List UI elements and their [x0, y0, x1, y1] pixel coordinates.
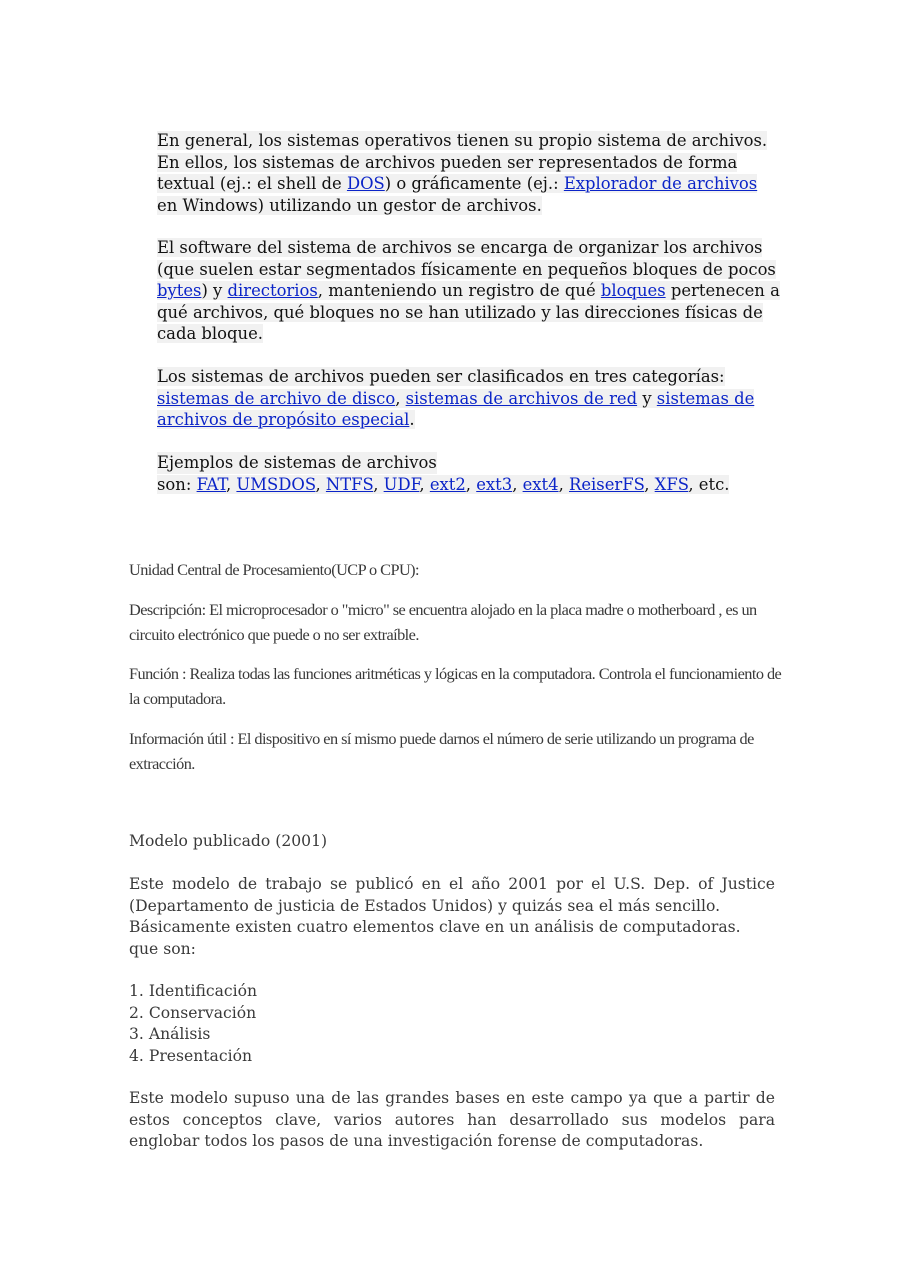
- text-run: , manteniendo un registro de qué: [317, 281, 601, 300]
- separator: ,: [373, 474, 384, 494]
- link-ext4[interactable]: ext4: [522, 474, 559, 494]
- fs-paragraph-2: [157, 237, 782, 345]
- link-dos[interactable]: DOS: [346, 174, 385, 193]
- link-bytes[interactable]: bytes: [157, 281, 202, 300]
- cpu-function: Función : Realiza todas las funciones aritméticas y lógicas en la computadora. Controla el funcionamiento de la computadora.: [129, 664, 782, 708]
- text-run: en Windows) utilizando un gestor de archivos.: [157, 195, 542, 215]
- link-sistemas-de-archivos-de-proposito-especial[interactable]: sistemas de archivos de propósito especial: [157, 388, 755, 429]
- link-directorios[interactable]: directorios: [227, 281, 318, 300]
- list-item: 1. Identificación: [129, 982, 258, 1000]
- link-sistemas-de-archivo-de-disco[interactable]: sistemas de archivo de disco: [157, 388, 396, 408]
- modelo-list: [129, 981, 775, 1067]
- text-run: son:: [157, 474, 197, 494]
- link-sistemas-de-archivos-de-red[interactable]: sistemas de archivos de red: [405, 388, 638, 408]
- link-bloques[interactable]: bloques: [600, 281, 666, 300]
- modelo-intro: Este modelo de trabajo se publicó en el año 2001 por el U.S. Dep. of Justice (Departamento de justicia de Estados Unidos) y quizás sea el más sencillo.: [129, 875, 775, 915]
- fs-examples-list: [157, 475, 729, 494]
- separator: ,: [644, 474, 655, 494]
- text-run: ,: [395, 388, 406, 408]
- text-run: pertenecen a qué archivos, qué bloques no se han utilizado y las direcciones físicas de cada bloque.: [157, 281, 780, 343]
- link-ntfs[interactable]: NTFS: [325, 474, 374, 494]
- separator: ,: [315, 474, 326, 494]
- link-umsdos[interactable]: UMSDOS: [236, 474, 316, 494]
- list-item: 2. Conservación: [129, 1003, 257, 1022]
- fs-paragraph-1: [157, 130, 782, 216]
- link-ext2[interactable]: ext2: [429, 474, 466, 494]
- separator: ,: [419, 474, 430, 494]
- list-item: 4. Presentación: [129, 1046, 252, 1065]
- text-run: En general, los sistemas operativos tienen su propio sistema de archivos. En ellos, los sistemas de archivos pueden ser representados de forma textual (ej.: el shell de: [157, 131, 768, 193]
- link-xfs[interactable]: XFS: [654, 474, 689, 494]
- fs-p2-text: [157, 238, 780, 343]
- modelo-line-3: que son:: [129, 939, 196, 958]
- modelo-intro-block: [129, 874, 775, 960]
- fs-p3-text: [157, 367, 754, 429]
- link-ext3[interactable]: ext3: [476, 474, 513, 494]
- fs-paragraph-3: [157, 366, 782, 431]
- modelo-line-2: Básicamente existen cuatro elementos clave en un análisis de computadoras.: [129, 918, 741, 936]
- modelo-title: Modelo publicado (2001): [129, 832, 328, 850]
- separator: ,: [465, 474, 477, 494]
- fs-p1-text: [157, 131, 767, 215]
- text-run: y: [637, 388, 657, 408]
- separator: ,: [226, 474, 237, 494]
- list-item: 3. Análisis: [129, 1025, 211, 1043]
- link-udf[interactable]: UDF: [383, 474, 420, 494]
- text-run: El software del sistema de archivos se encarga de organizar los archivos (que suelen estar segmentados físicamente en pequeños bloques de pocos: [157, 238, 776, 279]
- text-run: ) o gráficamente (ej.:: [384, 174, 564, 193]
- text-run: ) y: [201, 281, 228, 300]
- text-run: Los sistemas de archivos pueden ser clasificados en tres categorías:: [157, 367, 725, 386]
- link-explorador-de-archivos[interactable]: Explorador de archivos: [563, 174, 758, 193]
- fs-examples-heading: Ejemplos de sistemas de archivos: [157, 453, 437, 472]
- fs-paragraph-4: [157, 452, 782, 495]
- fs-links-container: [197, 475, 689, 494]
- link-fat[interactable]: FAT: [196, 474, 226, 494]
- text-run: , etc.: [688, 474, 730, 494]
- separator: ,: [558, 474, 569, 494]
- text-run: .: [409, 410, 415, 429]
- cpu-title: Unidad Central de Procesamiento(UCP o CPU):: [129, 560, 420, 579]
- separator: ,: [512, 474, 523, 494]
- cpu-info: Información útil : El dispositivo en sí mismo puede darnos el número de serie utilizando un programa de extracción.: [129, 729, 754, 773]
- link-reiserfs[interactable]: ReiserFS: [569, 474, 645, 494]
- cpu-description: Descripción: El microprocesador o "micro" se encuentra alojado en la placa madre o motherboard , es un circuito electrónico que puede o no ser extraíble.: [129, 600, 757, 644]
- modelo-closing: Este modelo supuso una de las grandes bases en este campo ya que a partir de estos conceptos clave, varios autores han desarrollado sus modelos para englobar todos los pasos de una investigación forense de computadoras.: [129, 1089, 775, 1150]
